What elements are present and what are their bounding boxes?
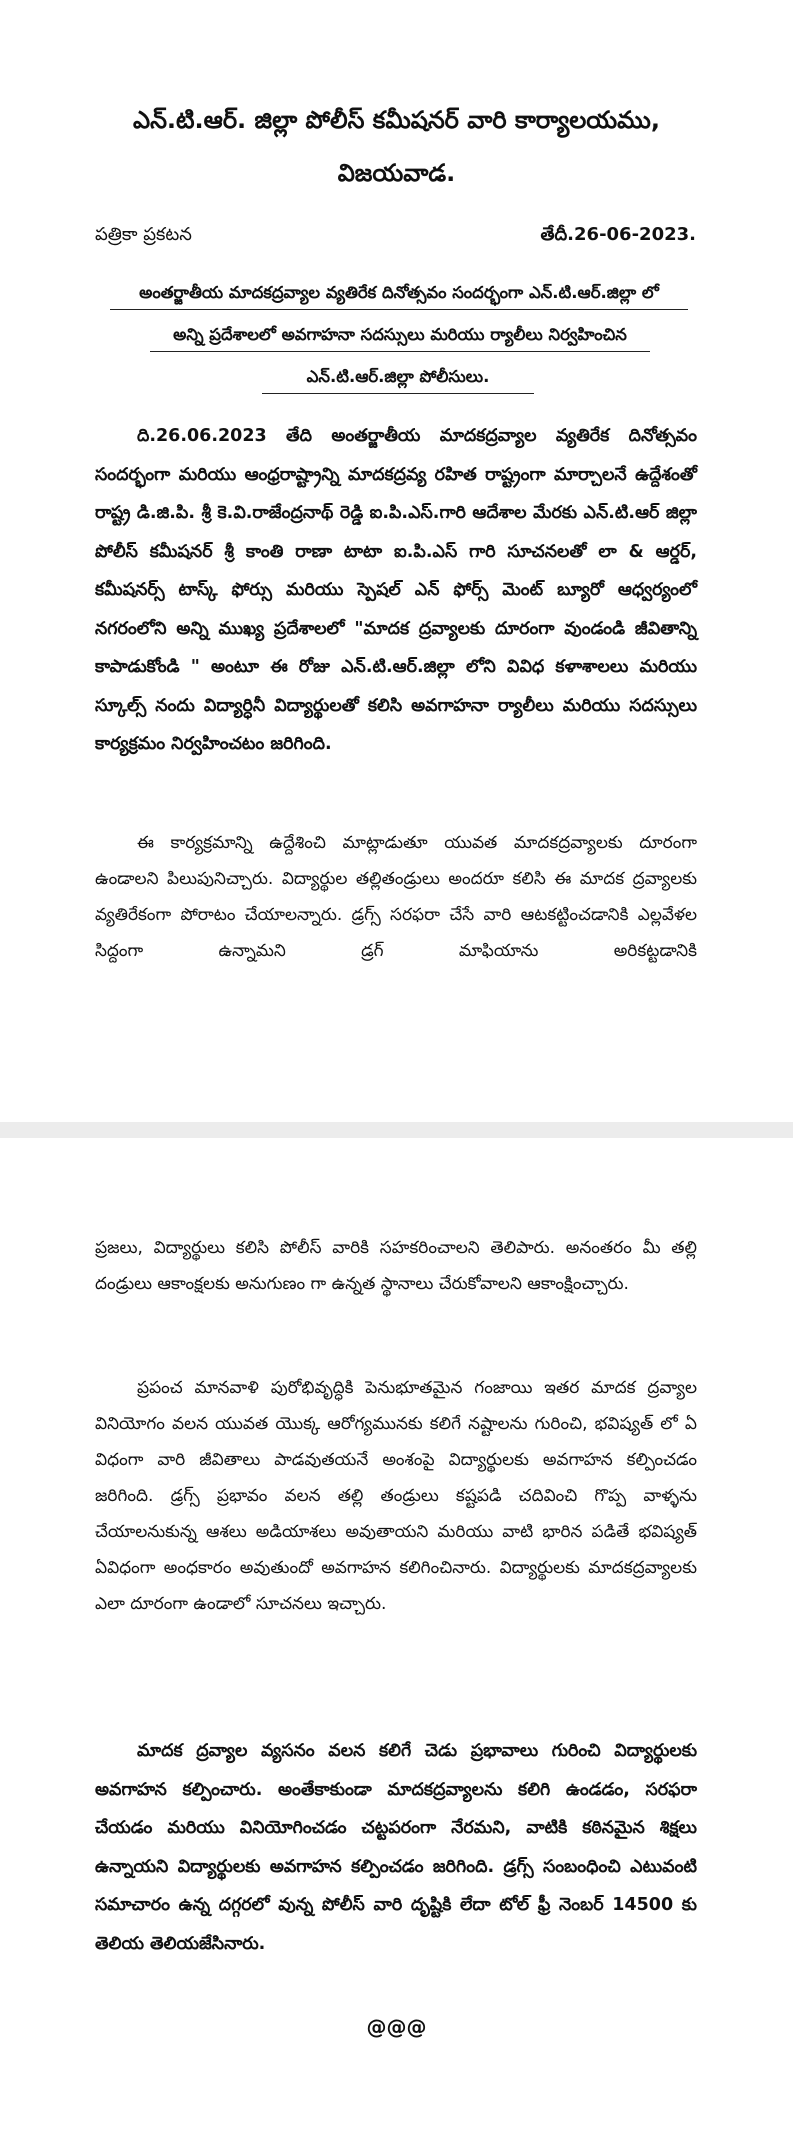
subject-line-3: ఎన్.టి.ఆర్.జిల్లా పోలీసులు. [262, 365, 534, 394]
paragraph-5-text: మాదక ద్రవ్యాల వ్యసనం వలన కలిగే చెడు ప్రభావాలు గురించి విద్యార్థులకు అవగాహన కల్పించారు. అంతేకాకుండా మాదకద్రవ్యాలను కలిగి ఉండడం, సరఫరా చేయడం మరియు వినియోగించడం చట్టపరంగా నేరమని, వాటికి కఠినమైన శిక్షలు ఉన్నాయని విద్యార్థులకు అవగాహన కల్పించడం జరిగింది. డ్రగ్స్ సంబంధించి ఎటువంటి సమాచారం ఉన్న దగ్గరలో వున్న పోలీస్ వారి దృష్టికి లేదా టోల్ ఫ్రీ నెంబర్ 14500 కు తెలియ తెలియజేసినారు. [95, 1741, 697, 1954]
paragraph-1 [95, 417, 697, 764]
paragraph-3 [95, 1230, 697, 1302]
signoff-mark: @@@ [366, 2015, 427, 2039]
document-page-2 [0, 1138, 793, 2151]
press-release-label: పత్రికా ప్రకటన [95, 224, 192, 245]
press-release-row [95, 222, 696, 248]
office-city: విజయవాడ. [337, 159, 456, 187]
office-title: ఎన్.టి.ఆర్. జిల్లా పోలీస్ కమీషనర్ వారి కార్యాలయము, [133, 106, 660, 134]
paragraph-5 [95, 1732, 697, 1963]
press-release-date: తేదీ.26-06-2023. [540, 224, 696, 245]
paragraph-4-text: ప్రపంచ మానవాళి పురోభివృద్ధికి పెనుభూతమైన గంజాయి ఇతర మాదక ద్రవ్యాల వినియోగం వలన యువత యొక్క ఆరోగ్యమునకు కలిగే నష్టాలను గురించి, భవిష్యత్ లో ఏ విధంగా వారి జీవితాలు పాడవుతయనే అంశంపై విద్యార్థులకు అవగాహన కల్పించడం జరిగింది. డ్రగ్స్ ప్రభావం వలన తల్లి తండ్రులు కష్టపడి చదివించి గొప్ప వాళ్ళను చేయాలనుకున్న ఆశలు అడియాశలు అవుతాయని మరియు వాటి భారిన పడితే భవిష్యత్ ఏవిధంగా అంధకారం అవుతుందో అవగాహన కలిగించినారు. విద్యార్థులకు మాదకద్రవ్యాలకు ఎలా దూరంగా ఉండాలో సూచనలు ఇచ్చారు. [95, 1378, 697, 1614]
subject-line-2: అన్ని ప్రదేశాలలో అవగాహనా సదస్సులు మరియు ర్యాలీలు నిర్వహించిన [150, 323, 650, 352]
subject-line-1: అంతర్జాతీయ మాదకద్రవ్యాల వ్యతిరేక దినోత్సవం సందర్భంగా ఎన్.టి.ఆర్.జిల్లా లో [110, 281, 688, 310]
paragraph-2-text: ఈ కార్యక్రమాన్ని ఉద్దేశించి మాట్లాడుతూ యువత మాదకద్రవ్యాలకు దూరంగా ఉండాలని పిలుపునిచ్చారు. విద్యార్థుల తల్లితండ్రులు అందరూ కలిసి ఈ మాదక ద్రవ్యాలకు వ్యతిరేకంగా పోరాటం చేయాలన్నారు. డ్రగ్స్ సరఫరా చేసే వారి ఆటకట్టించడానికి ఎల్లవేళల సిద్దంగా ఉన్నామని డ్రగ్ మాఫియాను అరికట్టడానికి [95, 833, 697, 961]
paragraph-3-text: ప్రజలు, విద్యార్థులు కలిసి పోలీస్ వారికి సహకరించాలని తెలిపారు. అనంతరం మీ తల్లి దండ్రులు ఆకాంక్షలకు అనుగుణం గా ఉన్నత స్థానాలు చేరుకోవాలని ఆకాంక్షించ్చారు. [95, 1238, 697, 1294]
paragraph-1-text: ది.26.06.2023 తేది అంతర్జాతీయ మాదకద్రవ్యాల వ్యతిరేక దినోత్సవం సందర్భంగా మరియు ఆంధ్రరాష్ట్రాన్ని మాదకద్రవ్య రహిత రాష్ట్రంగా మార్చాలనే ఉద్దేశంతో రాష్ట్ర డి.జి.పి. శ్రీ కె.వి.రాజేంద్రనాథ్ రెడ్డి ఐ.పి.ఎస్.గారి ఆదేశాల మేరకు ఎన్.టి.ఆర్ జిల్లా పోలీస్ కమీషనర్ శ్రీ కాంతి రాణా టాటా ఐ.పి.ఎస్ గారి సూచనలతో లా & ఆర్డర్, కమీషనర్స్ టాస్క్ ఫోర్సు మరియు స్పెషల్ ఎన్ ఫోర్స్ మెంట్ బ్యూరో ఆధ్వర్యంలో నగరంలోని అన్ని ముఖ్య ప్రదేశాలలో "మాదక ద్రవ్యాలకు దూరంగా వుండండి జీవితాన్ని కాపాడుకోండి " అంటూ ఈ రోజు ఎన్.టి.ఆర్.జిల్లా లోని వివిధ కళాశాలలు మరియు స్కూల్స్ నందు విద్యార్ధినీ విద్యార్థులతో కలిసి అవగాహనా ర్యాలీలు మరియు సదస్సులు కార్యక్రమం నిర్వహించటం జరిగింది. [95, 426, 697, 754]
paragraph-4 [95, 1370, 697, 1622]
paragraph-2 [95, 825, 697, 969]
